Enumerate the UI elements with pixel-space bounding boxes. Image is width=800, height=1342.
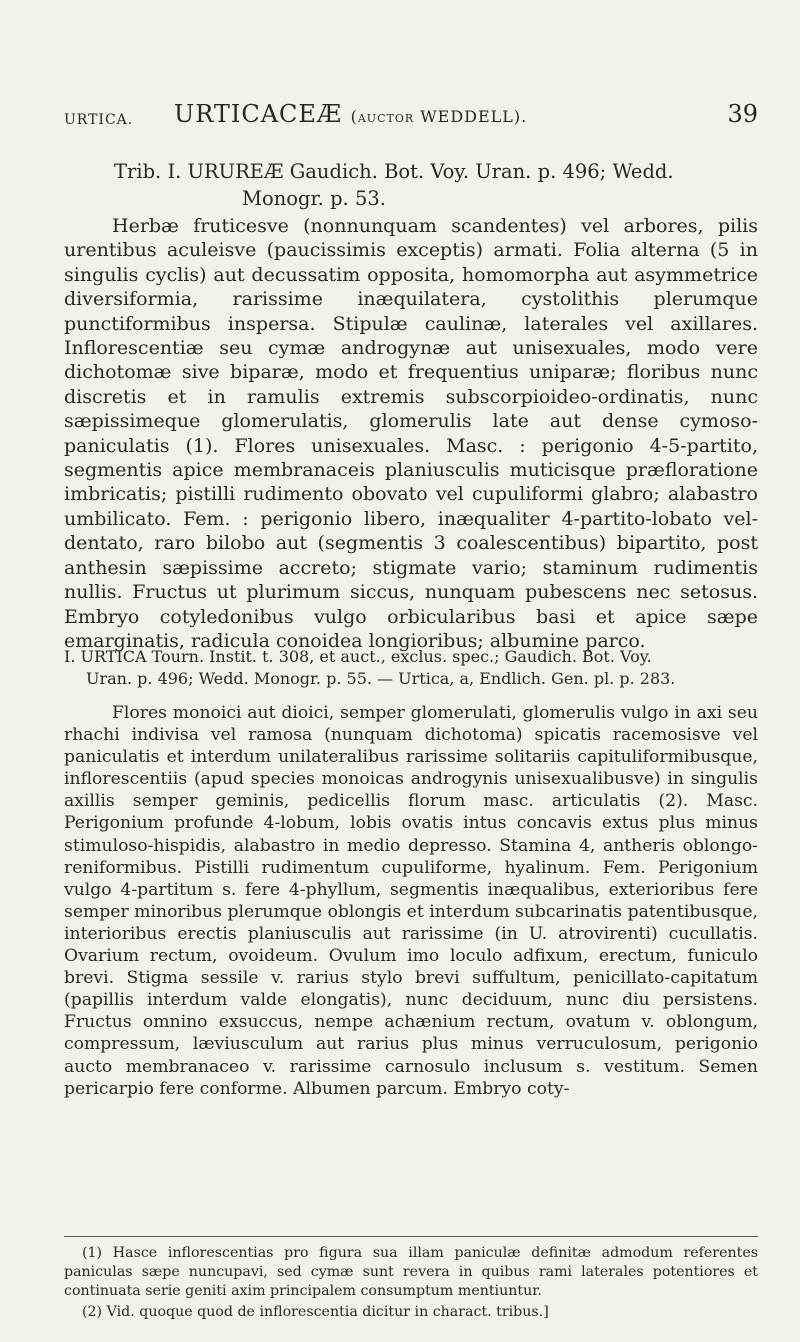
footnote-2: (2) Vid. quoque quod de inflorescentia dicitur in charact. tribus.]: [82, 1304, 549, 1320]
genus-heading: [64, 646, 758, 690]
footnote-divider: [64, 1236, 758, 1237]
tribe-heading: [114, 158, 758, 212]
page-number: 39: [727, 100, 758, 128]
author-note: (auctor WEDDELL).: [350, 107, 528, 126]
genus-heading-line2: Uran. p. 496; Wedd. Monogr. p. 55. — Urtica, a, Endlich. Gen. pl. p. 283.: [86, 669, 676, 688]
tribe-heading-line1: Trib. I. URUREÆ Gaudich. Bot. Voy. Uran. p. 496; Wedd.: [114, 160, 674, 183]
family-name: URTICACEÆ: [174, 100, 342, 128]
tribe-heading-line2: Monogr. p. 53.: [242, 187, 386, 210]
footnote-1: (1) Hasce inflorescentias pro figura sua illam paniculæ definitæ admodum referentes paniculas sæpe nuncupavi, sed cymæ sunt revera in quibus rami laterales potentiores et continuata serie geniti axim principalem consumptum mentiuntur.: [64, 1245, 758, 1299]
running-genus-label: URTICA.: [64, 112, 134, 128]
genus-heading-line1: I. URTICA Tourn. Instit. t. 308, et auct., exclus. spec.; Gaudich. Bot. Voy.: [64, 647, 652, 666]
tribe-description: Herbæ fruticesve (nonnunquam scandentes) vel arbores, pilis urentibus aculeisve (paucissimis exceptis) armati. Folia alterna (5 in singulis cyclis) aut decussatim opposita, homomorpha aut asymmetrice diversiformia, rarissime inæquilatera, cystolithis plerumque punctiformibus inspersa. Stipulæ caulinæ, laterales vel axillares. Inflorescentiæ seu cymæ androgynæ aut unisexuales, modo vere dichotomæ sive biparæ, modo et frequentius uniparæ; floribus nunc discretis et in ramulis extremis subscorpioideo-ordinatis, nunc sæpissimeque glomerulatis, glomerulis late aut dense cymoso-paniculatis (1). Flores unisexuales. Masc. : perigonio 4-5-partito, segmentis apice membranaceis planiusculis muticisque præfloratione imbricatis; pistilli rudimento obovato vel cupuliformi glabro; alabastro umbilicato. Fem. : perigonio libero, inæqualiter 4-partito-lobato vel-dentato, raro bilobo aut (segmentis 3 coalescentibus) bipartito, post anthesin sæpissime accreto; stigmate vario; staminum rudimentis nullis. Fructus ut plurimum siccus, nunquam pubescens nec setosus. Embryo cotyledonibus vulgo orbicularibus basi et apice sæpe emarginatis, radicula conoidea longioribus; albumine parco.: [64, 215, 758, 652]
genus-description: Flores monoici aut dioici, semper glomerulati, glomerulis vulgo in axi seu rhachi indivisa vel ramosa (nunquam dichotoma) spicatis racemosisve vel paniculatis et interdum unilateralibus rarissime solitariis capituliformibusque, inflorescentiis (apud species monoicas androgynis unisexualibusve) in singulis axillis semper geminis, pedicellis florum masc. articulatis (2). Masc. Perigonium profunde 4-lobum, lobis ovatis intus concavis extus plus minus stimuloso-hispidis, alabastro in medio depresso. Stamina 4, antheris oblongo-reniformibus. Pistilli rudimentum cupuliforme, hyalinum. Fem. Perigonium vulgo 4-partitum s. fere 4-phyllum, segmentis inæqualibus, exterioribus fere semper minoribus plerumque oblongis et interdum subcarinatis patentibusque, interioribus erectis planiusculis aut rarissime (in U. atrovirenti) cucullatis. Ovarium rectum, ovoideum. Ovulum imo loculo adfixum, erectum, funiculo brevi. Stigma sessile v. rarius stylo brevi suffultum, penicillato-capitatum (papillis interdum valde elongatis), nunc deciduum, nunc diu persistens. Fructus omnino exsuccus, nempe achænium rectum, ovatum v. oblongum, compressum, læviusculum aut rarius plus minus verruculosum, perigonio aucto membranaceo v. rarissime carnosulo inclusum s. vestitum. Semen pericarpio fere conforme. Albumen parcum. Embryo coty-: [64, 703, 758, 1099]
family-title: [174, 100, 527, 128]
running-header: [64, 98, 758, 132]
footnotes: [64, 1244, 758, 1322]
